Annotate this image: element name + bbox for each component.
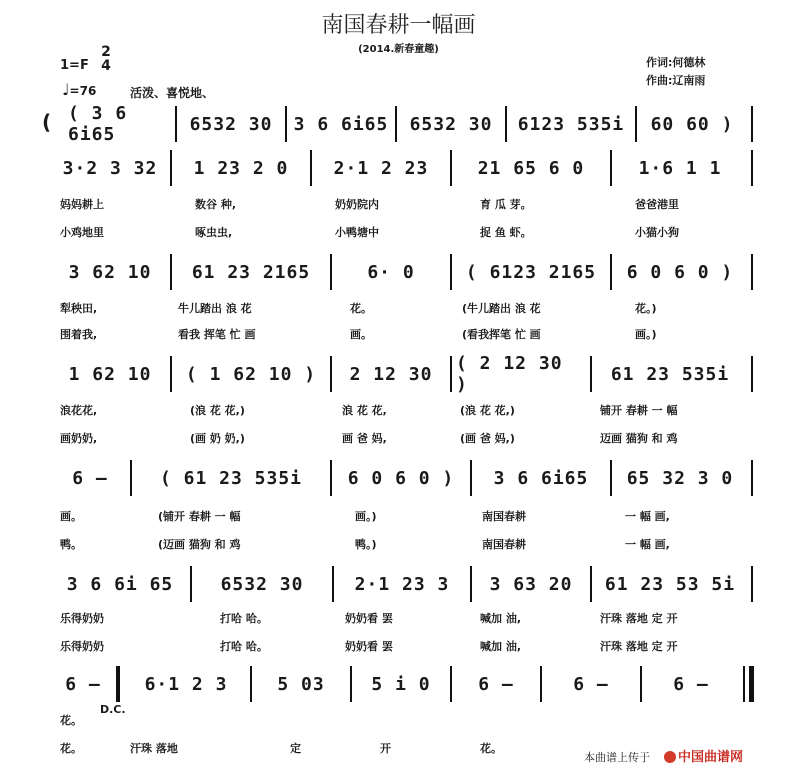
lyric-segment: 喊加 油, bbox=[480, 640, 522, 653]
lyric-segment: 定 bbox=[290, 742, 301, 755]
quarter-note-icon: ♩ bbox=[62, 80, 70, 99]
measure-notes: 3 6 6i65 bbox=[493, 467, 589, 489]
lyric-segment: 南国春耕 bbox=[482, 538, 526, 551]
measure-notes: 3 6 6i65 bbox=[293, 113, 389, 135]
measure bbox=[472, 460, 610, 496]
lyric-segment: (迈画 猫狗 和 鸡 bbox=[158, 538, 241, 551]
measure-notes: 6 0 6 0 ) bbox=[626, 261, 734, 283]
lyric-segment: 打哈 哈。 bbox=[220, 640, 268, 653]
lyric-segment: 画。 bbox=[60, 510, 82, 523]
key-signature: 1=F bbox=[60, 58, 89, 73]
lyric-line bbox=[50, 430, 755, 450]
measure bbox=[332, 254, 450, 290]
lyric-segment: (看我挥笔 忙 画 bbox=[462, 328, 541, 341]
composer-credit: 作曲:辽南雨 bbox=[646, 74, 706, 87]
measure-notes: 6123 535i bbox=[517, 113, 625, 135]
measure bbox=[287, 106, 395, 142]
tempo-value: =76 bbox=[69, 84, 97, 98]
measure bbox=[50, 254, 170, 290]
barline bbox=[751, 106, 753, 142]
lyric-segment: 犁秧田, bbox=[60, 302, 98, 315]
lyric-segment: (浪 花 花,) bbox=[190, 404, 245, 417]
time-signature bbox=[99, 45, 113, 73]
measure bbox=[50, 666, 116, 702]
measure bbox=[332, 356, 450, 392]
lyric-line bbox=[50, 712, 755, 732]
lyric-segment: 花。) bbox=[635, 302, 657, 315]
measure-notes: 6 0 6 0 ) bbox=[347, 467, 455, 489]
system-3 bbox=[50, 254, 755, 290]
measure-notes: 3 62 10 bbox=[68, 261, 152, 283]
measure-notes: 61 23 2165 bbox=[191, 261, 311, 283]
measure bbox=[542, 666, 640, 702]
measure bbox=[452, 666, 540, 702]
measure bbox=[332, 460, 470, 496]
site-brand-name: 中国曲谱网 bbox=[678, 750, 744, 765]
lyric-line bbox=[50, 508, 755, 528]
measure-notes: ( 3 6 6i65 bbox=[68, 103, 128, 145]
measure bbox=[312, 150, 450, 186]
barline bbox=[751, 356, 753, 392]
lyric-line bbox=[50, 638, 755, 658]
lyric-segment: 鸭。) bbox=[355, 538, 377, 551]
measure bbox=[397, 106, 505, 142]
lyric-segment: 汗珠 落地 定 开 bbox=[600, 612, 678, 625]
measure bbox=[172, 254, 330, 290]
measure-notes: 6532 30 bbox=[189, 113, 273, 135]
lyricist-credit: 作词:何德林 bbox=[646, 56, 706, 69]
lyric-segment: 迈画 猫狗 和 鸡 bbox=[600, 432, 678, 445]
system-1 bbox=[42, 103, 755, 145]
measure bbox=[592, 566, 748, 602]
barline bbox=[743, 666, 745, 702]
lyric-segment: 汗珠 落地 定 开 bbox=[600, 640, 678, 653]
lyric-segment: 花。 bbox=[480, 742, 502, 755]
measure-notes: 3 63 20 bbox=[489, 573, 573, 595]
lyric-segment: 花。 bbox=[60, 714, 82, 727]
lyric-segment: (浪 花 花,) bbox=[460, 404, 515, 417]
lyric-line bbox=[50, 610, 755, 630]
measure bbox=[172, 150, 310, 186]
lyric-segment: 浪 花 花, bbox=[342, 404, 387, 417]
lyric-segment: 捉 鱼 虾。 bbox=[480, 226, 532, 239]
lyric-segment: 围着我, bbox=[60, 328, 98, 341]
barline bbox=[751, 460, 753, 496]
measure bbox=[592, 356, 748, 392]
measure bbox=[637, 106, 747, 142]
system-4 bbox=[50, 353, 755, 395]
site-brand[interactable] bbox=[664, 746, 743, 765]
lyric-segment: (画 爸 妈,) bbox=[460, 432, 515, 445]
measure-notes: 60 60 ) bbox=[650, 113, 734, 135]
lyric-segment: 花。 bbox=[60, 742, 82, 755]
lyric-line bbox=[50, 196, 755, 216]
lyric-segment: 画。) bbox=[635, 328, 657, 341]
measure-notes: 21 65 6 0 bbox=[477, 157, 585, 179]
upload-note: 本曲谱上传于 bbox=[584, 751, 650, 764]
measure bbox=[252, 666, 350, 702]
measure bbox=[64, 103, 175, 145]
final-barline bbox=[749, 666, 754, 702]
lyric-segment: 奶奶看 罢 bbox=[345, 612, 393, 625]
measure-notes: ( 2 12 30 ) bbox=[456, 353, 563, 395]
barline bbox=[751, 254, 753, 290]
measure-notes: 61 23 535i bbox=[610, 363, 730, 385]
measure-notes: 61 23 53 5i bbox=[604, 573, 736, 595]
lyric-line bbox=[50, 536, 755, 556]
measure-notes: 5 i 0 bbox=[371, 673, 431, 695]
measure bbox=[334, 566, 470, 602]
measure bbox=[452, 353, 590, 395]
measure-notes: ( 1 62 10 ) bbox=[185, 363, 317, 385]
dc-marking: D.C. bbox=[100, 703, 126, 716]
measure bbox=[507, 106, 635, 142]
lyric-segment: 数谷 种, bbox=[195, 198, 237, 211]
open-paren: ( bbox=[42, 110, 52, 134]
time-signature-bottom: 4 bbox=[101, 58, 111, 74]
lyric-segment: 画 爸 妈, bbox=[342, 432, 387, 445]
system-2 bbox=[50, 150, 755, 186]
measure-notes: 1 23 2 0 bbox=[193, 157, 289, 179]
measure-notes: 1·6 1 1 bbox=[638, 157, 722, 179]
system-6 bbox=[50, 566, 755, 602]
lyric-segment: 铺开 春耕 一 幅 bbox=[600, 404, 678, 417]
measure bbox=[132, 460, 330, 496]
measure bbox=[50, 460, 130, 496]
measure bbox=[612, 460, 748, 496]
measure bbox=[50, 566, 190, 602]
barline bbox=[751, 566, 753, 602]
system-7 bbox=[50, 666, 755, 702]
lyric-segment: 爸爸港里 bbox=[635, 198, 679, 211]
system-5 bbox=[50, 460, 755, 496]
lyric-segment: 喊加 油, bbox=[480, 612, 522, 625]
measure bbox=[612, 150, 748, 186]
lyric-segment: 花。 bbox=[350, 302, 372, 315]
measure-notes: 6532 30 bbox=[409, 113, 493, 135]
measure-notes: 2 12 30 bbox=[349, 363, 433, 385]
expression-marking: 活泼、喜悦地、 bbox=[130, 86, 215, 100]
lyric-segment: 奶奶院内 bbox=[335, 198, 379, 211]
lyric-segment: 小鸭塘中 bbox=[335, 226, 379, 239]
measure-notes: 3·2 3 32 bbox=[62, 157, 158, 179]
lyric-segment: 开 bbox=[380, 742, 391, 755]
measure-notes: ( 61 23 535i bbox=[159, 467, 303, 489]
measure-notes: 2·1 23 3 bbox=[354, 573, 450, 595]
measure-notes: 6 – bbox=[478, 673, 514, 695]
lyric-segment: 一 幅 画, bbox=[625, 538, 670, 551]
measure bbox=[172, 356, 330, 392]
measure bbox=[452, 254, 610, 290]
measure-notes: 65 32 3 0 bbox=[626, 467, 734, 489]
lyric-segment: 画。) bbox=[355, 510, 377, 523]
lyric-segment: 奶奶看 罢 bbox=[345, 640, 393, 653]
song-title: 南国春耕一幅画 bbox=[321, 13, 476, 38]
measure-notes: 6·1 2 3 bbox=[144, 673, 228, 695]
measure bbox=[472, 566, 590, 602]
measure-notes: 3 6 6i 65 bbox=[66, 573, 174, 595]
lyric-line bbox=[50, 326, 755, 346]
lyric-segment: 画奶奶, bbox=[60, 432, 98, 445]
measure bbox=[612, 254, 748, 290]
lyric-segment: 乐得奶奶 bbox=[60, 612, 104, 625]
lyric-segment: 看我 挥笔 忙 画 bbox=[178, 328, 256, 341]
lyric-line bbox=[50, 402, 755, 422]
measure bbox=[452, 150, 610, 186]
measure-notes: 1 62 10 bbox=[68, 363, 152, 385]
site-logo-icon bbox=[664, 751, 676, 763]
measure bbox=[192, 566, 332, 602]
lyric-segment: 育 瓜 芽。 bbox=[480, 198, 532, 211]
lyric-segment: 浪花花, bbox=[60, 404, 98, 417]
repeat-barline bbox=[116, 666, 120, 702]
lyric-segment: 南国春耕 bbox=[482, 510, 526, 523]
lyric-segment: 打哈 哈。 bbox=[220, 612, 268, 625]
measure-notes: 2·1 2 23 bbox=[333, 157, 429, 179]
measure-notes: 6 – bbox=[673, 673, 709, 695]
measure-notes: 6· 0 bbox=[367, 261, 415, 283]
measure-notes: ( 6123 2165 bbox=[465, 261, 597, 283]
measure-notes: 6 – bbox=[573, 673, 609, 695]
lyric-segment: (铺开 春耕 一 幅 bbox=[158, 510, 241, 523]
measure bbox=[352, 666, 450, 702]
lyric-segment: 牛儿踏出 浪 花 bbox=[178, 302, 252, 315]
time-signature-top: 2 bbox=[101, 44, 111, 60]
lyric-segment: 一 幅 画, bbox=[625, 510, 670, 523]
measure bbox=[50, 356, 170, 392]
lyric-segment: 啄虫虫, bbox=[195, 226, 233, 239]
lyric-segment: 小鸡地里 bbox=[60, 226, 104, 239]
song-subtitle: (2014.新春童趣) bbox=[358, 44, 439, 55]
lyric-segment: 画。 bbox=[350, 328, 372, 341]
barline bbox=[751, 150, 753, 186]
measure-notes: 6532 30 bbox=[220, 573, 304, 595]
lyric-segment: 乐得奶奶 bbox=[60, 640, 104, 653]
lyric-segment: 小猫小狗 bbox=[635, 226, 679, 239]
measure-notes: 5 03 bbox=[277, 673, 325, 695]
lyric-line bbox=[50, 224, 755, 244]
lyric-segment: 汗珠 落地 bbox=[130, 742, 178, 755]
measure bbox=[177, 106, 285, 142]
lyric-segment: 鸭。 bbox=[60, 538, 82, 551]
lyric-segment: (画 奶 奶,) bbox=[190, 432, 245, 445]
measure-notes: 6 – bbox=[65, 673, 101, 695]
lyric-line bbox=[50, 300, 755, 320]
lyric-segment: 妈妈耕上 bbox=[60, 198, 104, 211]
measure bbox=[642, 666, 740, 702]
measure bbox=[50, 150, 170, 186]
tempo-marking bbox=[62, 80, 96, 99]
lyric-segment: (牛儿踏出 浪 花 bbox=[462, 302, 541, 315]
measure bbox=[122, 666, 250, 702]
measure-notes: 6 – bbox=[72, 467, 108, 489]
